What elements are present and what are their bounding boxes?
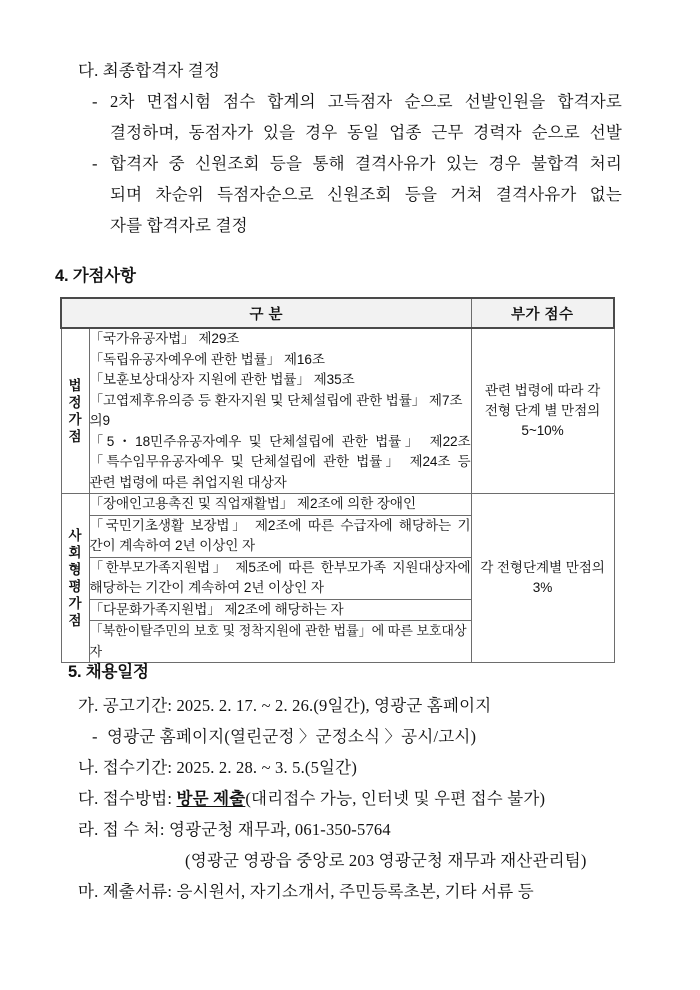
- score-line: 각 전형단계별 만점의: [480, 560, 605, 575]
- social-criteria-cell: [89, 557, 471, 599]
- criteria-line: 해당하는 기간이 계속하여 2년 이상인 자: [89, 580, 324, 595]
- criteria-line: 「국가유공자법」 제29조: [89, 331, 240, 346]
- criteria-line: 「독립유공자예우에 관한 법률」 제16조: [89, 351, 325, 367]
- section-4-heading: 4. 가점사항: [55, 267, 136, 285]
- bullet-1-line-1: 2차 면접시험 점수 합계의 고득점자 순으로 선발인원을 합격자로: [110, 92, 622, 111]
- bullet-1-line-2: 결정하며, 동점자가 있을 경우 동일 업종 근무 경력자 순으로 선발: [110, 123, 622, 142]
- bullet-1: [92, 86, 622, 148]
- criteria-line: 「특수임무유공자예우 및 단체설립에 관한 법률」 제24조 등: [89, 454, 471, 469]
- label-char: 정: [68, 395, 82, 410]
- table-header-category: 구 분: [61, 298, 471, 328]
- schedule-value: 영광군 홈페이지(열린군정 〉군정소식 〉공시/고시): [107, 727, 477, 746]
- legal-criteria-cell: [89, 328, 471, 494]
- score-line: 관련 법령에 따라 각: [484, 383, 601, 398]
- criteria-line: 「다문화가족지원법」 제2조에 해당하는 자: [89, 601, 344, 617]
- criteria-line: 「보훈보상대상자 지원에 관한 법률」 제35조: [89, 372, 355, 387]
- score-line: 3%: [532, 580, 553, 595]
- bullet-2-line-1: 합격자 중 신원조회 등을 통해 결격사유가 있는 경우 불합격 처리: [110, 154, 622, 173]
- schedule-item-application-method: [78, 783, 545, 814]
- schedule-item-application-period: [78, 752, 357, 783]
- schedule-emphasis: 방문 제출: [176, 789, 246, 808]
- label-char: 사: [68, 528, 82, 543]
- schedule-label: 가. 공고기간:: [78, 696, 173, 715]
- schedule-value: 영광군청 재무과, 061-350-5764: [168, 820, 391, 839]
- bullet-2-line-3: 자를 합격자로 결정: [110, 216, 248, 235]
- schedule-value: 응시원서, 자기소개서, 주민등록초본, 기타 서류 등: [176, 882, 534, 901]
- schedule-value: 2025. 2. 17. ~ 2. 26.(9일간), 영광군 홈페이지: [176, 696, 492, 715]
- subsection-c-heading: 다. 최종합격자 결정: [78, 61, 221, 80]
- criteria-line: 「한부모가족지원법」 제5조에 따른 한부모가족 지원대상자에: [89, 559, 471, 575]
- section-5-heading: 5. 채용일정: [68, 663, 149, 681]
- label-char: 평: [68, 579, 82, 594]
- label-char: 가: [68, 412, 82, 427]
- label-char: 법: [68, 378, 82, 393]
- social-criteria-cell: [89, 515, 471, 557]
- criteria-line: 간이 계속하여 2년 이상인 자: [89, 538, 256, 553]
- schedule-value: 2025. 2. 28. ~ 3. 5.(5일간): [176, 758, 358, 777]
- legal-score-cell: [471, 328, 614, 494]
- social-criteria-cell: [89, 621, 471, 663]
- table-header-row: [61, 298, 614, 328]
- schedule-marker: -: [92, 727, 98, 746]
- score-line: 5~10%: [521, 423, 564, 438]
- social-score-cell: [471, 494, 614, 663]
- schedule-label: 라. 접 수 처:: [78, 820, 165, 839]
- schedule-label: 다. 접수방법:: [78, 789, 173, 808]
- schedule-value: (영광군 영광읍 중앙로 203 영광군청 재무과 재산관리팀): [185, 851, 587, 870]
- criteria-line: 「5・18민주유공자예우 및 단체설립에 관한 법률」 제22조: [89, 433, 471, 449]
- schedule-item-contact: [78, 814, 391, 845]
- criteria-line: 「고엽제후유의증 등 환자지원 및 단체설립에 관한 법률」 제7조의9: [89, 392, 463, 428]
- bullet-1-marker: -: [92, 92, 98, 111]
- label-char: 점: [68, 429, 82, 444]
- label-char: 회: [68, 545, 82, 560]
- bonus-points-table: [60, 297, 615, 663]
- table-row: [61, 494, 614, 516]
- label-char: 형: [68, 562, 82, 577]
- group-label-legal: [61, 328, 89, 494]
- criteria-line: 「국민기초생활 보장법」 제2조에 따른 수급자에 해당하는 기: [89, 517, 471, 533]
- criteria-line: 관련 법령에 따른 취업지원 대상자: [89, 474, 287, 490]
- schedule-item-notice-period: [78, 690, 491, 721]
- schedule-label: 나. 접수기간:: [78, 758, 173, 777]
- schedule-value: (대리접수 가능, 인터넷 및 우편 접수 불가): [245, 789, 546, 808]
- table-row: [61, 328, 614, 494]
- label-char: 가: [68, 596, 82, 611]
- score-line: 전형 단계 별 만점의: [484, 403, 601, 418]
- group-label-social: [61, 494, 89, 663]
- schedule-item-documents: [78, 876, 534, 907]
- criteria-line: 「장애인고용촉진 및 직업재활법」 제2조에 의한 장애인: [89, 496, 416, 511]
- criteria-line: 「북한이탈주민의 보호 및 정착지원에 관한 법률」에 따른 보호대상자: [89, 623, 467, 659]
- table-header-score: 부가 점수: [471, 298, 614, 328]
- schedule-item-address: [185, 845, 587, 876]
- bullet-2-marker: -: [92, 154, 98, 173]
- bullet-2-line-2: 되며 차순위 득점자순으로 신원조회 등을 거쳐 결격사유가 없는: [110, 185, 622, 204]
- social-criteria-cell: [89, 599, 471, 621]
- schedule-item-homepage-path: [92, 721, 476, 752]
- schedule-label: 마. 제출서류:: [78, 882, 173, 901]
- label-char: 점: [68, 613, 82, 628]
- social-criteria-cell: [89, 494, 471, 516]
- bullet-2: [92, 148, 622, 241]
